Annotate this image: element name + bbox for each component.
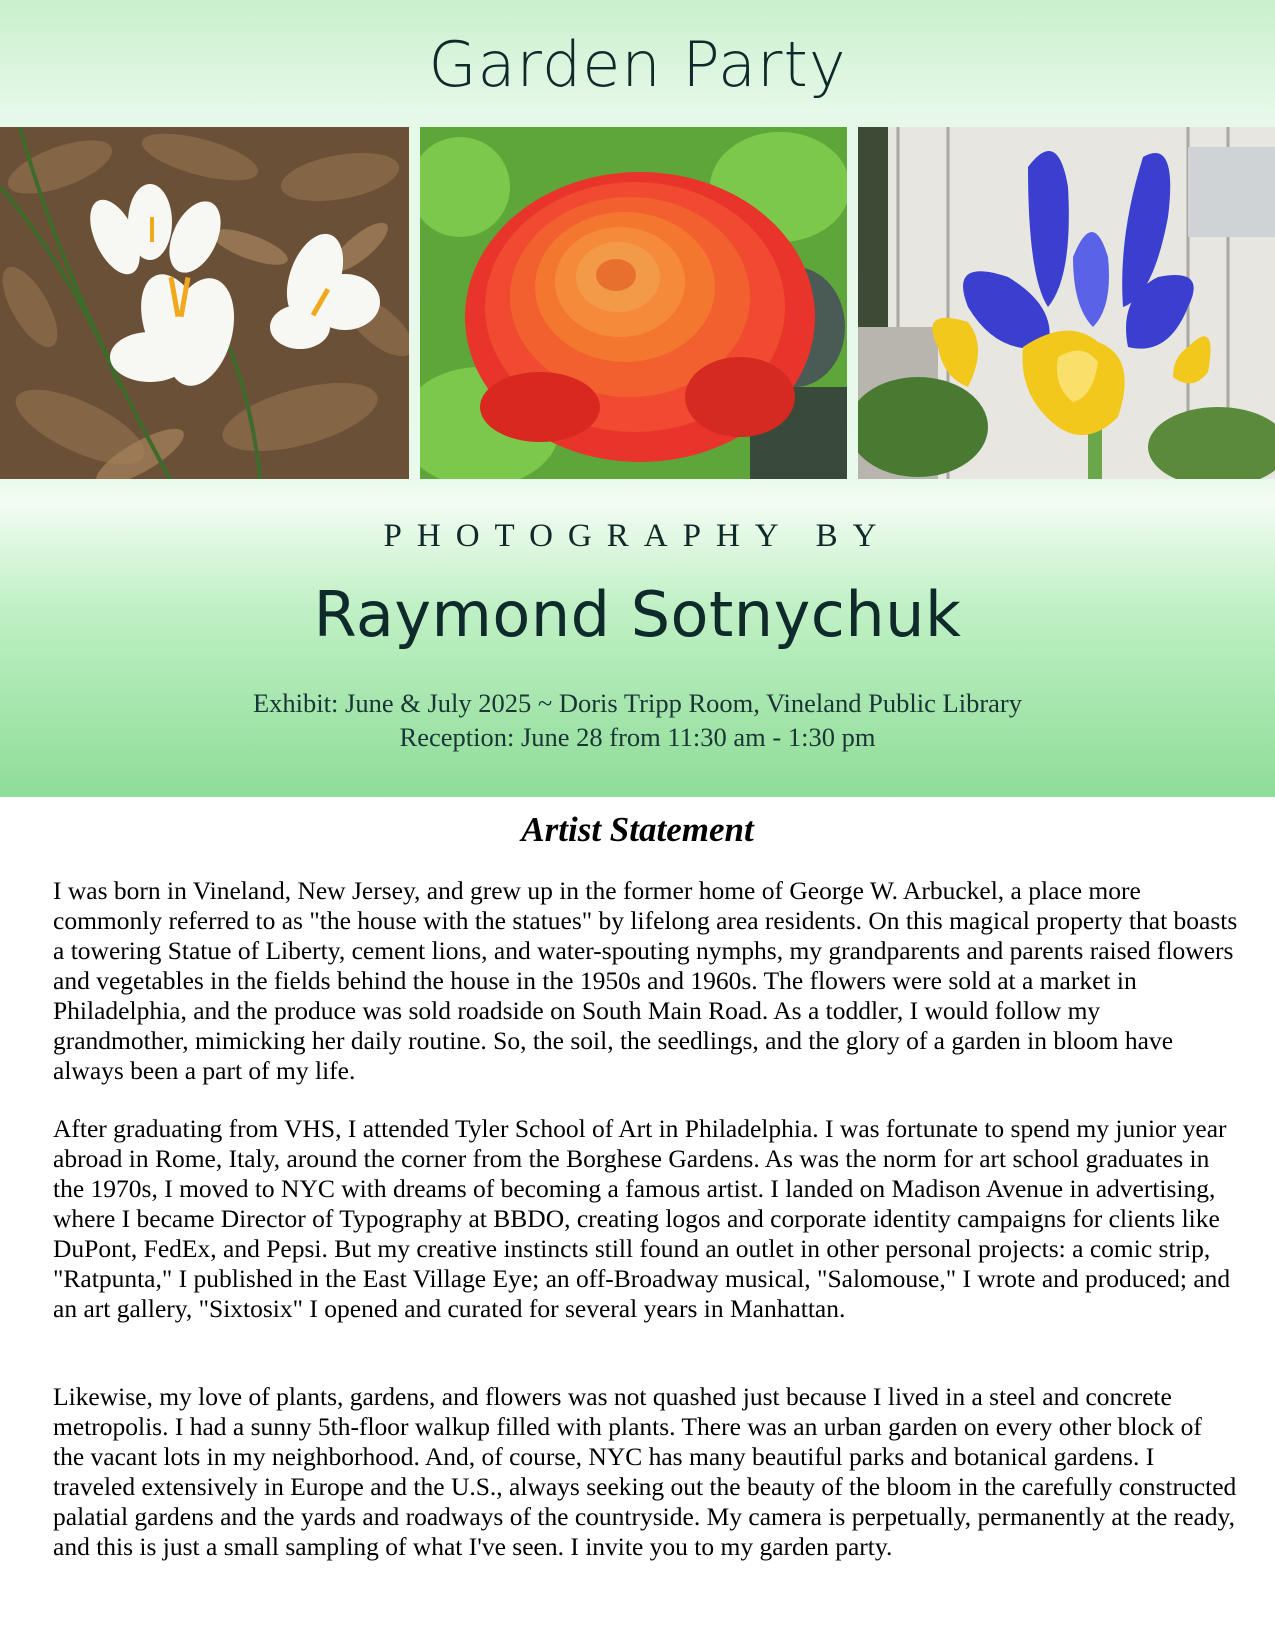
crocus-image <box>0 127 409 479</box>
header-banner <box>0 0 1275 797</box>
page-title: Garden Party <box>428 28 847 101</box>
reception-info: Reception: June 28 from 11:30 am - 1:30 pm <box>399 722 876 752</box>
photo-iris <box>858 127 1275 479</box>
statement-paragraph: After graduating from VHS, I attended Tyler School of Art in Philadelphia. I was fortunate to spend my junior year abroad in Rome, Italy, around the corner from the Borghese Gardens. As was the norm for art school graduates in the 1970s, I moved to NYC with dreams of becoming a famous artist. I landed on Madison Avenue in advertising, where I became Director of Typography at BBDO, creating logos and corporate identity campaigns for clients like DuPont, FedEx, and Pepsi. But my creative instincts still found an outlet in other personal projects: a comic strip, "Ratpunta," I published in the East Village Eye; an off-Broadway musical, "Salomouse," I wrote and produced; and an art gallery, "Sixtosix" I opened and curated for several years in Manhattan. <box>53 1114 1231 1323</box>
photo-rose <box>420 127 847 479</box>
photography-by-label: PHOTOGRAPHY BY <box>383 518 892 554</box>
iris-image <box>858 127 1275 479</box>
statement-paragraph: Likewise, my love of plants, gardens, and flowers was not quashed just because I lived in a steel and concrete metropolis. I had a sunny 5th-floor walkup filled with plants. There was an urban garden on every other block of the vacant lots in my neighborhood. And, of course, NYC has many beautiful parks and botanical gardens. I traveled extensively in Europe and the U.S., always seeking out the beauty of the bloom in the carefully constructed palatial gardens and the yards and roadways of the countryside. My camera is perpetually, permanently at the ready, and this is just a small sampling of what I've seen. I invite you to my garden party. <box>53 1382 1237 1561</box>
rose-image <box>420 127 847 479</box>
artist-name: Raymond Sotnychuk <box>313 578 962 651</box>
statement-paragraph: I was born in Vineland, New Jersey, and grew up in the former home of George W. Arbuckel, a place more commonly referred to as "the house with the statues" by lifelong area residents. On this magical property that boasts a towering Statue of Liberty, cement lions, and water-spouting nymphs, my grandparents and parents raised flowers and vegetables in the fields behind the house in the 1950s and 1960s. The flowers were sold at a market in Philadelphia, and the produce was sold roadside on South Main Road. As a toddler, I would follow my grandmother, mimicking her daily routine. So, the soil, the seedlings, and the glory of a garden in bloom have always been a part of my life. <box>53 876 1238 1085</box>
exhibit-info: Exhibit: June & July 2025 ~ Doris Tripp Room, Vineland Public Library <box>253 688 1022 718</box>
statement-heading: Artist Statement <box>521 810 754 849</box>
photo-crocus <box>0 127 409 479</box>
